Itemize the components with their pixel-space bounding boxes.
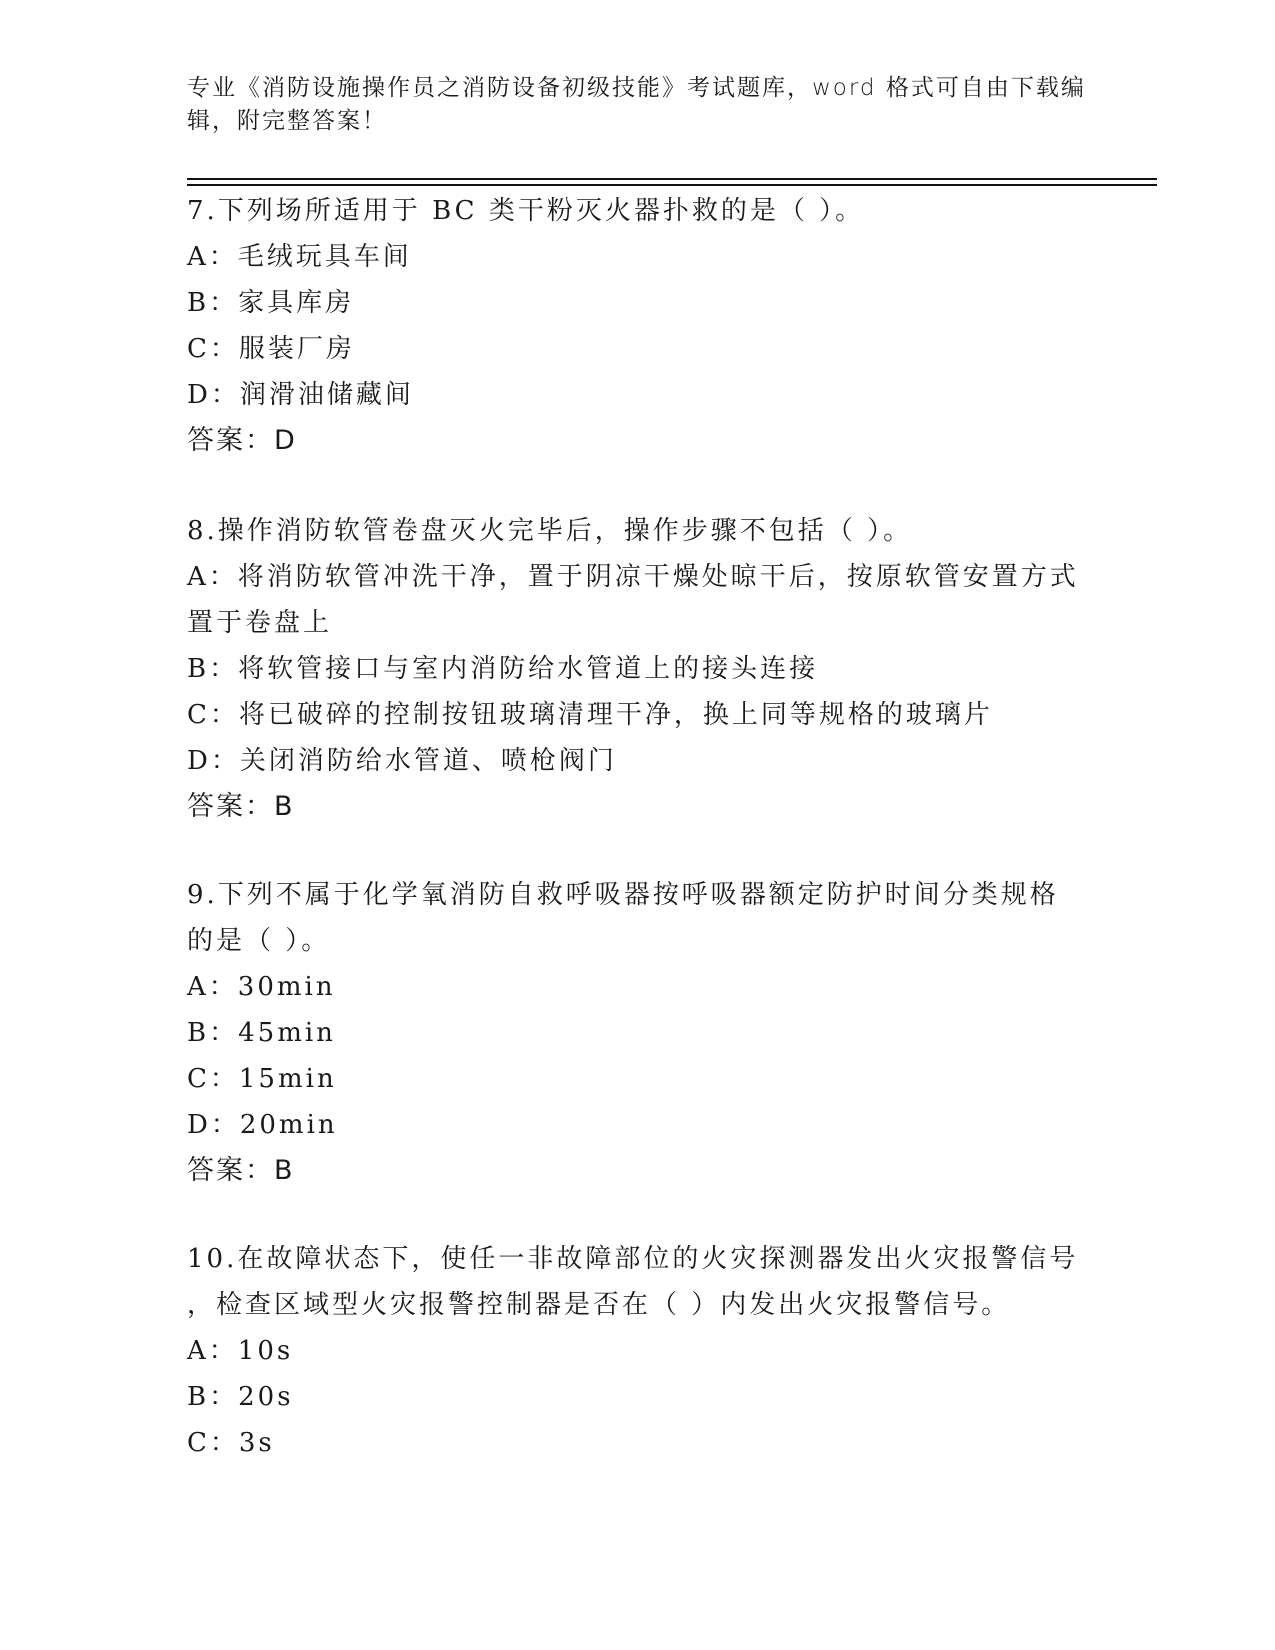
option-c: C：15min [187,1064,337,1094]
header-divider-bottom [187,184,1157,186]
option-a: A：毛绒玩具车间 [187,242,412,272]
option-d: D：关闭消防给水管道、喷枪阀门 [187,746,617,776]
question-10 [187,1236,1087,1466]
question-stem: 9.下列不属于化学氧消防自救呼吸器按呼吸器额定防护时间分类规格 [187,880,1059,910]
option-d: D：润滑油储藏间 [187,380,414,410]
header-line-2: 辑，附完整答案！ [187,108,387,134]
option-b: B：20s [187,1382,294,1412]
option-b: B：家具库房 [187,288,355,318]
option-c: C：服装厂房 [187,334,355,364]
option-c: C：将已破碎的控制按钮玻璃清理干净，换上同等规格的玻璃片 [187,700,993,730]
question-8 [187,508,1087,830]
question-stem: 7.下列场所适用于 BC 类干粉灭火器扑救的是（ ）。 [187,196,865,226]
header-line-1: 专业《消防设施操作员之消防设备初级技能》考试题库，word 格式可自由下载编 [187,75,1086,101]
question-stem-continued: 的是（ ）。 [187,926,331,956]
question-9 [187,872,1087,1194]
answer-label: 答案：B [187,1155,295,1186]
header-divider-top [187,178,1157,180]
option-c: C：3s [187,1428,275,1458]
option-a-continued: 置于卷盘上 [187,608,333,638]
answer-label: 答案：D [187,425,297,456]
option-a: A：将消防软管冲洗干净，置于阴凉干燥处晾干后，按原软管安置方式 [187,562,1079,592]
answer-label: 答案：B [187,791,295,822]
option-a: A：30min [187,972,336,1002]
question-stem-continued: ，检查区域型火灾报警控制器是否在（ ）内发出火灾报警信号。 [187,1290,1011,1320]
question-stem: 8.操作消防软管卷盘灭火完毕后，操作步骤不包括（ ）。 [187,516,913,546]
question-7 [187,188,1087,464]
option-b: B：将软管接口与室内消防给水管道上的接头连接 [187,654,819,684]
question-stem: 10.在故障状态下，使任一非故障部位的火灾探测器发出火灾报警信号 [187,1244,1079,1274]
document-header [187,72,1087,138]
option-d: D：20min [187,1110,338,1140]
option-a: A：10s [187,1336,294,1366]
option-b: B：45min [187,1018,336,1048]
